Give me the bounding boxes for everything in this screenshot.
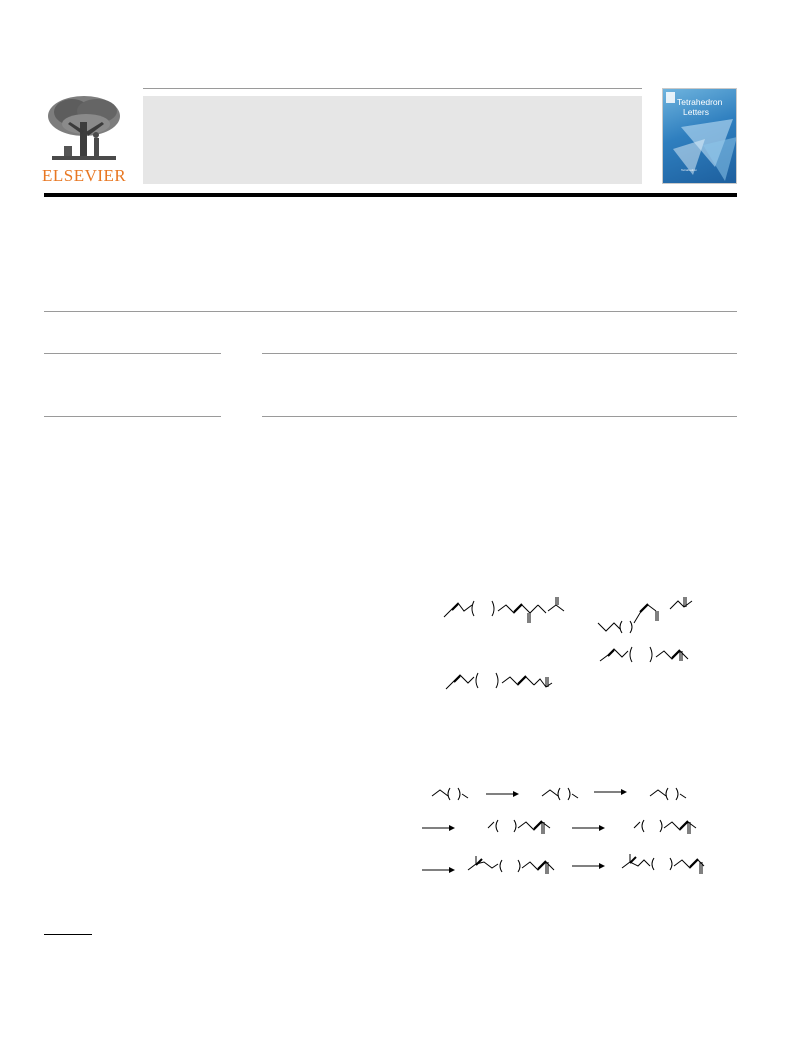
scheme-compound-7 [622,860,650,868]
cover-title-line1: Tetrahedron [677,97,723,107]
publisher-name: ELSEVIER [42,166,127,185]
scheme-compound-5 [634,822,640,828]
header-bottom-rule [44,193,737,197]
abstract-top-rule [262,353,737,354]
header-top-rule [143,88,642,89]
figure-scheme [418,770,718,890]
scheme-compound-6 [468,862,498,870]
abstract-bottom-rule [262,416,737,417]
footnote-rule [44,934,92,935]
scheme-compound-2 [542,790,558,796]
figure-structures [430,585,710,705]
journal-banner [143,96,642,184]
structure-2 [598,623,620,631]
article-info-top-rule [44,353,221,354]
scheme-compound-3 [650,790,666,796]
scheme-compound-4 [488,822,494,828]
scheme-compound-1 [432,790,448,796]
cover-graphic [663,89,737,184]
cover-title-line2: Letters [683,107,709,117]
cover-edge-text: Tetrahedron [681,168,698,172]
title-block-rule [44,311,737,312]
article-info-bottom-rule [44,416,221,417]
journal-cover [662,88,737,184]
publisher-logo [42,94,126,186]
elsevier-tree-icon [42,94,126,166]
